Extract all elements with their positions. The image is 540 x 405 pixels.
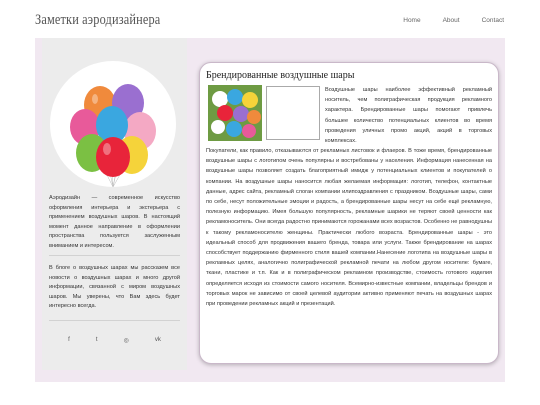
site-logo[interactable]: Заметки аэродизайнера <box>35 12 161 28</box>
instagram-icon[interactable]: ◎ <box>123 338 129 344</box>
twitter-icon[interactable]: t <box>95 337 98 343</box>
main-nav <box>403 17 504 24</box>
sidebar-divider <box>49 255 180 256</box>
balloons-image <box>50 61 176 187</box>
article-title: Брендированные воздушные шары <box>206 70 355 81</box>
top-bar <box>0 0 540 38</box>
sidebar-blog-text: В блоге о воздушных шарах мы рассказем все новости о воздушных шарах и много другой информации, связанной с миром воздушных шаров. Мы уверены, что Вам здесь будет интересно всегда. <box>49 265 180 309</box>
article-card <box>199 62 499 364</box>
social-links <box>42 337 187 344</box>
nav-contact[interactable]: Contact <box>481 17 504 24</box>
vk-icon[interactable]: vk <box>154 337 161 343</box>
broken-image <box>266 86 320 140</box>
sidebar-about-text: Аэродизайн — современное искусство оформления интерьера и экстерьера с применением воздушных шаров. В настоящий момент данное направление в оформлении пространства пользуется заслуженным вниманием и интересом. <box>49 195 180 249</box>
sidebar-divider <box>49 320 180 321</box>
nav-about[interactable]: About <box>442 17 460 24</box>
balloons-illustration <box>50 61 176 187</box>
nav-home[interactable]: Home <box>403 17 421 24</box>
article-body: Покупатели, как правило, отказываются от рекламных листовок и флаеров. В тоже время, брендированные воздушные шары с логотипом очень популярны и востребованы у населения. Информация нанесенная на воздушные шары позволяет создать благоприятный имидж у потенциальных клиентов и покупателей о компании. На воздушные шары наносится любая желаемая информация: логотип, телефон, контактные данные, адрес сайта, рекламный слоган компании илипоздравления с праздником. Воздушные шары, сами по себе, несут положительные эмоции и радость, а брендированные шары несут на себе ещё рекламную, полезную информацию. Имея большую популярность, рекламные шарики не теряют своей ценности как рекламоноситель. Они всегда радостно принимаются горожанами всех возрастов. Особенно не равнодушны к такому рекламоносителю женщины. Практически любого возраста. Брендированные шары - это идеальный способ для продвижения вашего бренда, товара или услуги. Также брендирование на шарах способствует поддержанию фирменного стиля вашей компании.Нанесение логотипа на воздушные шары в рекламных целях, аналогично полиграфической рекламной печати на любом другом носителе: бумаге, ткани, пластике и т.п. Как и в полиграфическом рекламном производстве, стоимость готового изделия определяется исходя из стоимости самого носителя. Всемирно-известные компании, владельцы брендов и торговых марок не зависимо от своей целевой аудитории активно применяют печать на воздушных шарах при проведении рекламных акций и презентаций. <box>206 148 492 308</box>
branded-balloons-illustration <box>208 85 262 141</box>
article-photo <box>208 85 262 141</box>
sidebar <box>42 38 187 370</box>
article-intro: Воздушные шары наиболее эффективный рекламный носитель, чем полиграфическая продукция рекламного характера. Брендированные шары помогают привлечь большее количество потенциальных клиентов во время проведения уличных промо акций, акций в торговых комплексах. <box>325 87 492 145</box>
facebook-icon[interactable]: f <box>68 337 70 343</box>
